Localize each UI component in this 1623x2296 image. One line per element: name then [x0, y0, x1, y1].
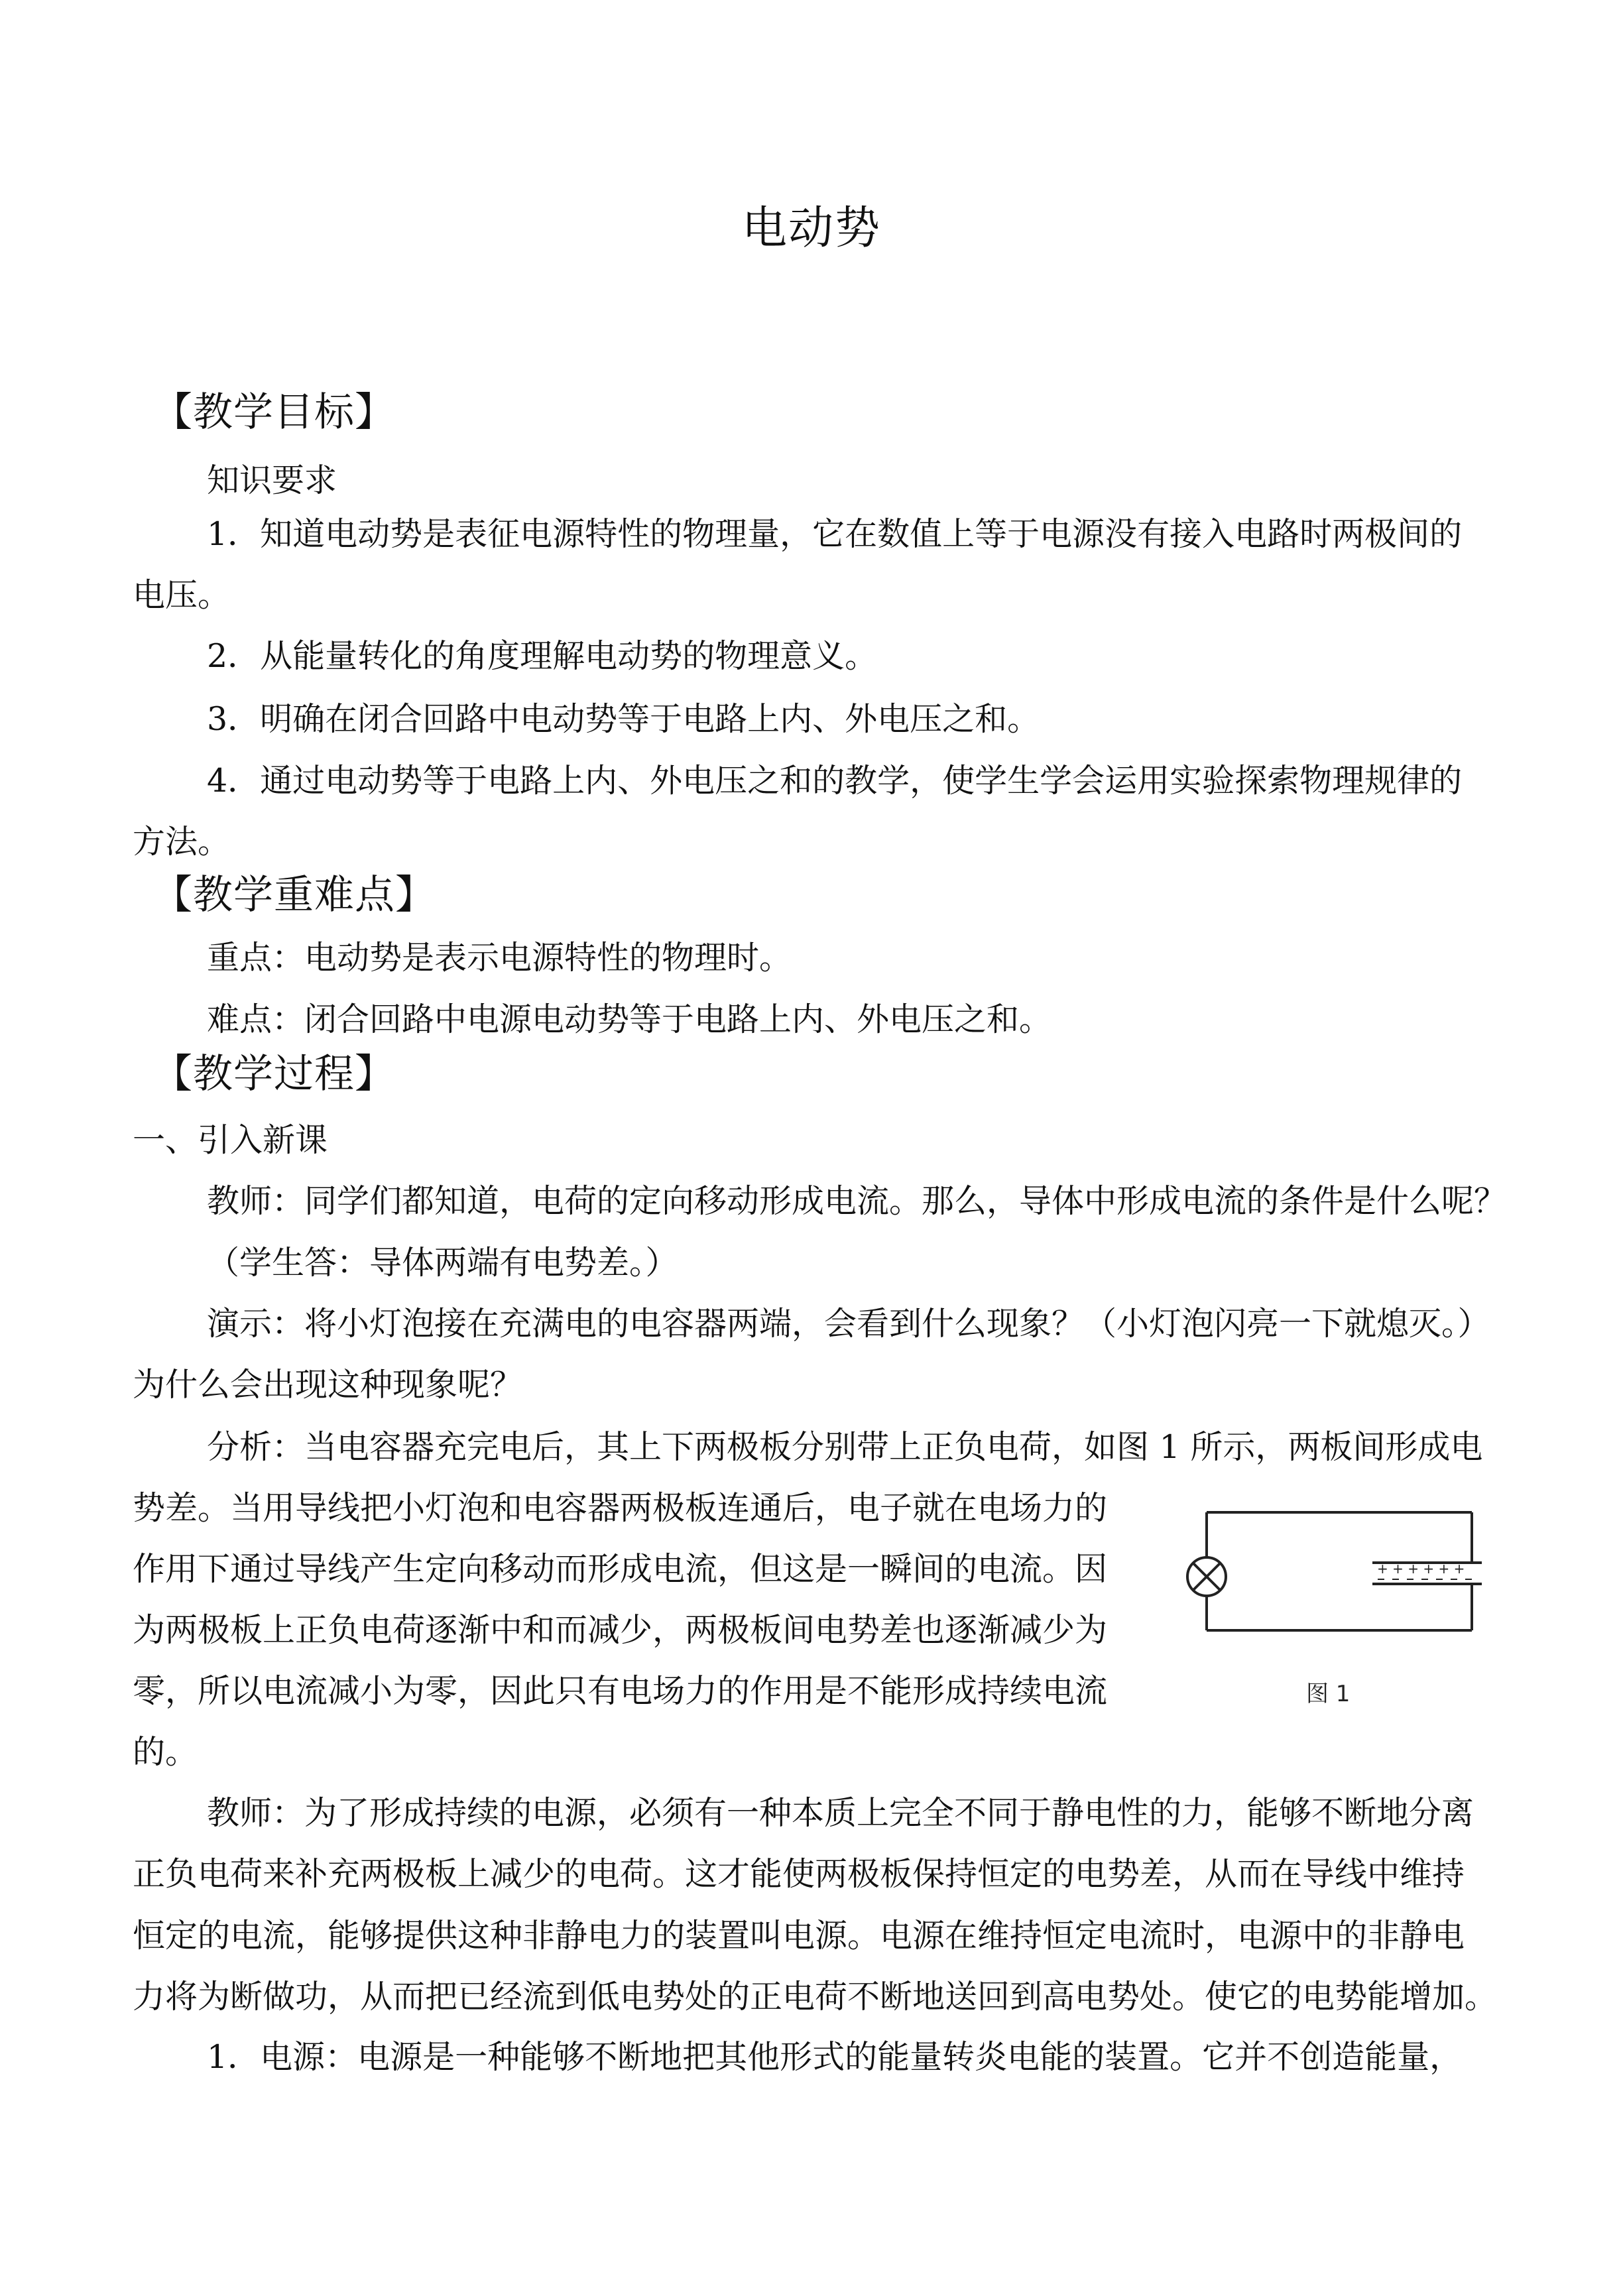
analysis-line-2: 势差。当用导线把小灯泡和电容器两极板连通后，电子就在电场力的 — [133, 1489, 1108, 1527]
analysis-line-5: 零，所以电流减小为零，因此只有电场力的作用是不能形成持续电流 — [133, 1672, 1108, 1710]
capacitor-icon — [1372, 1561, 1482, 1584]
analysis-line-1: 分析：当电容器充完电后，其上下两极板分别带上正负电荷，如图 1 所示，两板间形成电 — [207, 1428, 1483, 1466]
subheading-knowledge: 知识要求 — [207, 461, 337, 499]
demo-line-1: 演示：将小灯泡接在充满电的电容器两端，会看到什么现象？（小灯泡闪亮一下就熄灭。） — [207, 1305, 1490, 1343]
objective-item-1-line2: 电压。 — [133, 576, 231, 614]
teacher-question-1: 教师：同学们都知道，电荷的定向移动形成电流。那么，导体中形成电流的条件是什么呢？ — [207, 1182, 1507, 1220]
student-answer-1: （学生答：导体两端有电势差。） — [207, 1244, 678, 1282]
part1-title: 一、引入新课 — [133, 1121, 328, 1159]
lamp-icon — [1187, 1557, 1226, 1596]
teacher2-line-1: 教师：为了形成持续的电源，必须有一种本质上完全不同于静电性的力，能够不断地分离 — [207, 1794, 1474, 1832]
objective-item-4-line2: 方法。 — [133, 823, 231, 861]
section-heading-objectives: 【教学目标】 — [152, 389, 395, 436]
demo-line-2: 为什么会出现这种现象呢？ — [133, 1366, 523, 1404]
power-source-line-1: 1．电源：电源是一种能够不断地把其他形式的能量转炎电能的装置。它并不创造能量， — [207, 2038, 1463, 2076]
teacher2-line-4: 力将为断做功，从而把已经流到低电势处的正电荷不断地送回到高电势处。使它的电势能增加。 — [133, 1978, 1498, 2016]
objective-item-1-line1: 1．知道电动势是表征电源特性的物理量，它在数值上等于电源没有接入电路时两极间的 — [207, 515, 1463, 553]
objective-item-2: 2．从能量转化的角度理解电动势的物理意义。 — [207, 637, 878, 675]
teacher2-line-2: 正负电荷来补充两极板上减少的电荷。这才能使两极板保持恒定的电势差，从而在导线中维持 — [133, 1855, 1465, 1893]
key-point-difficulty: 难点：闭合回路中电源电动势等于电路上内、外电压之和。 — [207, 1000, 1052, 1038]
section-heading-process: 【教学过程】 — [152, 1051, 395, 1097]
capacitor-plus-signs: + + + + + + — [1377, 1561, 1465, 1577]
page-title: 电动势 — [741, 202, 881, 255]
analysis-line-6: 的。 — [133, 1733, 198, 1771]
objective-item-3: 3．明确在闭合回路中电动势等于电路上内、外电压之和。 — [207, 700, 1040, 738]
objective-item-4-line1: 4．通过电动势等于电路上内、外电压之和的教学，使学生学会运用实验探索物理规律的 — [207, 762, 1463, 800]
section-heading-key-points: 【教学重难点】 — [152, 872, 436, 918]
analysis-line-4: 为两极板上正负电荷逐渐中和而减少，两极板间电势差也逐渐减少为 — [133, 1611, 1108, 1649]
analysis-line-3: 作用下通过导线产生定向移动而形成电流，但这是一瞬间的电流。因 — [133, 1550, 1108, 1588]
key-point-focus: 重点：电动势是表示电源特性的物理时。 — [207, 939, 792, 977]
teacher2-line-3: 恒定的电流，能够提供这种非静电力的装置叫电源。电源在维持恒定电流时，电源中的非静电 — [133, 1917, 1465, 1955]
figure-1-caption: 图 1 — [1306, 1681, 1351, 1707]
